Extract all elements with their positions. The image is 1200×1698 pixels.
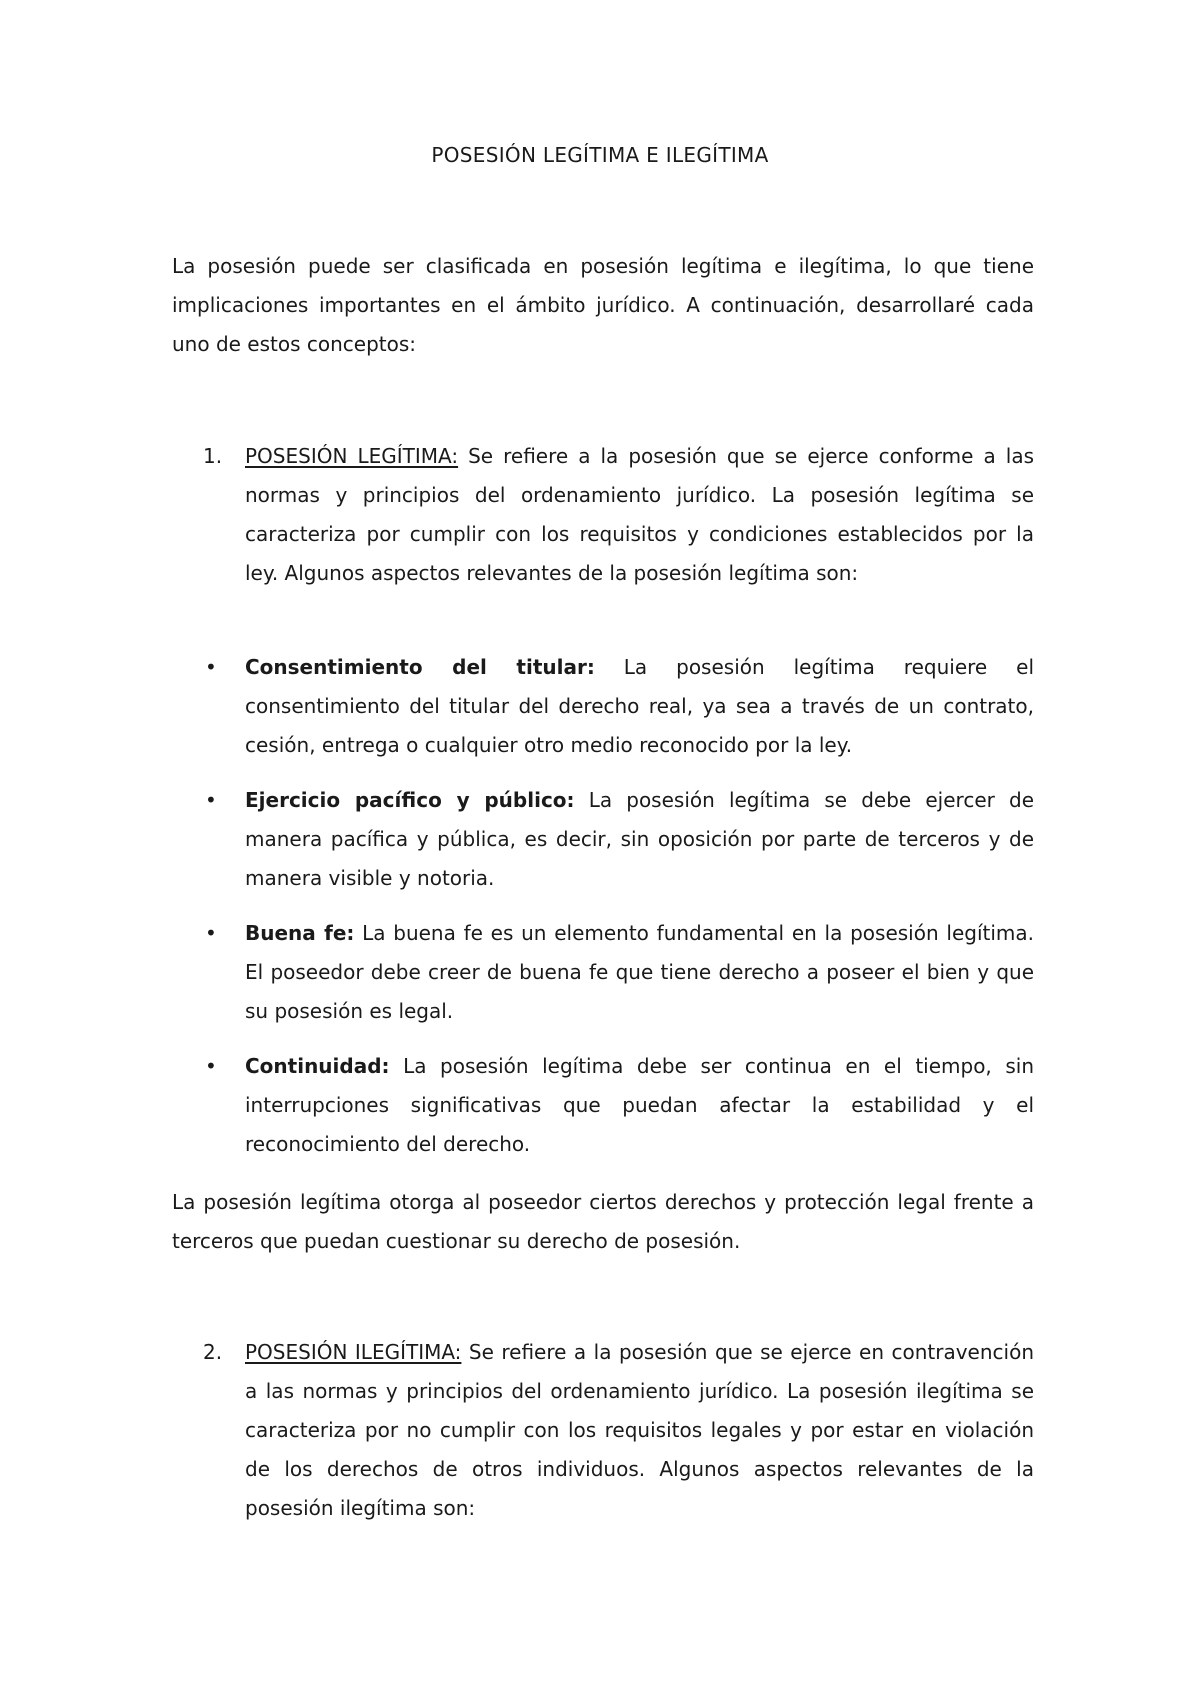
section-text: Se refiere a la posesión que se ejerce conforme a las normas y principios del ordenamiento jurídico. La posesión legítima se caracteriza por cumplir con los requisitos y condiciones establecidos por la ley. Algunos aspectos relevantes de la posesión legítima son: xyxy=(245,444,1035,585)
section-text: Se refiere a la posesión que se ejerce en contravención a las normas y principios del ordenamiento jurídico. La posesión ilegítima se caracteriza por no cumplir con los requisitos legales y por estar en violación de los derechos de otros individuos. Algunos aspectos relevantes de la posesión ilegítima son: xyxy=(245,1340,1034,1520)
document-title: POSESIÓN LEGÍTIMA E ILEGÍTIMA xyxy=(431,143,769,167)
bullet-item xyxy=(205,648,1035,765)
list-number: 1. xyxy=(203,444,223,468)
section-heading: POSESIÓN ILEGÍTIMA: xyxy=(245,1340,462,1364)
bullet-text: La buena fe es un elemento fundamental en la posesión legítima. El poseedor debe creer de buena fe que tiene derecho a poseer el bien y que su posesión es legal. xyxy=(245,921,1034,1023)
closing-paragraph: La posesión legítima otorga al poseedor ciertos derechos y protección legal frente a terceros que puedan cuestionar su derecho de posesión. xyxy=(172,1190,1034,1253)
section-ilegitima xyxy=(203,1333,1034,1528)
bullet-label: Consentimiento del titular: xyxy=(245,655,595,679)
bullet-text: La posesión legítima debe ser continua en el tiempo, sin interrupciones significativas que puedan afectar la estabilidad y el reconocimiento del derecho. xyxy=(245,1054,1034,1156)
bullet-icon: • xyxy=(205,1054,217,1078)
bullet-icon: • xyxy=(205,921,217,945)
bullet-label: Ejercicio pacífico y público: xyxy=(245,788,575,812)
bullet-item xyxy=(205,914,1034,1031)
list-number: 2. xyxy=(203,1340,223,1364)
bullet-label: Buena fe: xyxy=(245,921,355,945)
bullet-icon: • xyxy=(205,788,217,812)
bullet-item xyxy=(205,781,1034,898)
intro-paragraph: La posesión puede ser clasificada en posesión legítima e ilegítima, lo que tiene implicaciones importantes en el ámbito jurídico. A continuación, desarrollaré cada uno de estos conceptos: xyxy=(172,254,1034,356)
bullet-text: La posesión legítima se debe ejercer de manera pacífica y pública, es decir, sin oposición por parte de terceros y de manera visible y notoria. xyxy=(245,788,1034,890)
bullet-label: Continuidad: xyxy=(245,1054,390,1078)
section-legitima xyxy=(203,437,1035,593)
bullet-text: La posesión legítima requiere el consentimiento del titular del derecho real, ya sea a través de un contrato, cesión, entrega o cualquier otro medio reconocido por la ley. xyxy=(245,655,1035,757)
bullet-icon: • xyxy=(205,655,217,679)
bullet-item xyxy=(205,1047,1034,1164)
section-heading: POSESIÓN LEGÍTIMA: xyxy=(245,444,459,468)
